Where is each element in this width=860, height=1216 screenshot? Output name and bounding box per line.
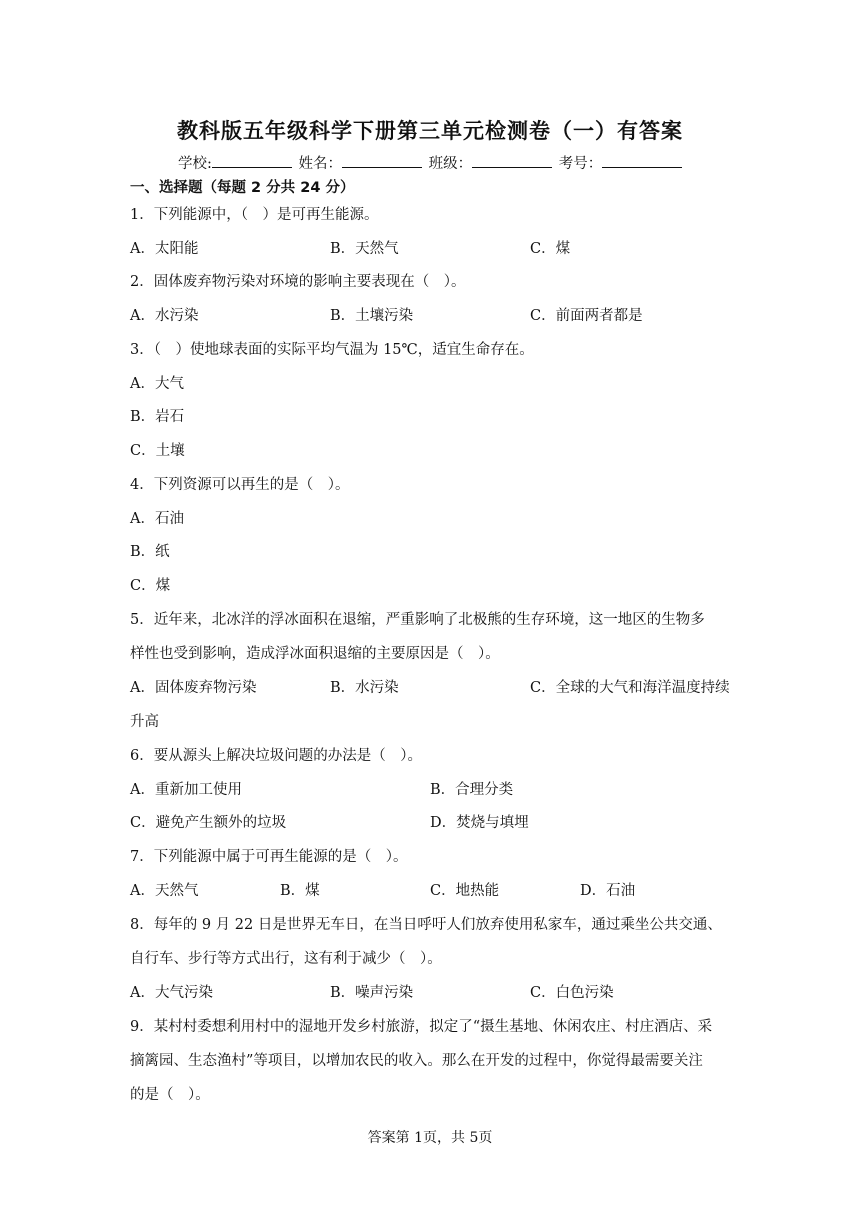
question-4-option-a: A．石油 [130, 511, 184, 527]
name-label: 姓名： [298, 156, 342, 172]
question-3-option-b: B．岩石 [130, 409, 185, 425]
question-6-option-b: B．合理分类 [430, 782, 514, 798]
question-5-option-c-continued: 升高 [130, 714, 159, 730]
question-1-option-a: A．太阳能 [130, 241, 199, 257]
question-9-stem-line-3: 的是（ ）。 [130, 1087, 210, 1103]
class-label: 班级： [428, 156, 473, 172]
class-blank[interactable] [472, 153, 552, 168]
question-7-option-d: D．石油 [580, 883, 636, 899]
question-6-stem: 6．要从源头上解决垃圾问题的办法是（ ）。 [130, 748, 422, 764]
question-6-option-a: A．重新加工使用 [130, 782, 242, 798]
question-1-option-b: B．天然气 [330, 241, 399, 257]
question-2-option-b: B．土壤污染 [330, 308, 414, 324]
school-blank[interactable] [212, 153, 292, 168]
school-label: 学校: [178, 156, 212, 172]
question-4-option-b: B．纸 [130, 544, 170, 560]
question-9-stem-line-2: 摘篱园、生态渔村”等项目，以增加农民的收入。那么在开发的过程中，你觉得最需要关注 [130, 1053, 703, 1069]
question-6-option-d: D．焚烧与填埋 [430, 815, 529, 831]
question-8-option-b: B．噪声污染 [330, 985, 414, 1001]
question-9-stem-line-1: 9．某村村委想利用村中的湿地开发乡村旅游，拟定了“摄生基地、休闲农庄、村庄酒店、采 [130, 1019, 713, 1035]
question-5-stem-line-1: 5．近年来，北冰洋的浮冰面积在退缩，严重影响了北极熊的生存环境，这一地区的生物多 [130, 612, 705, 628]
question-4-option-c: C．煤 [130, 578, 171, 594]
question-3-stem: 3．（ ）使地球表面的实际平均气温为 15℃，适宜生命存在。 [130, 342, 534, 358]
question-5-option-a: A．固体废弃物污染 [130, 680, 257, 696]
question-1-stem: 1．下列能源中，（ ）是可再生能源。 [130, 207, 379, 223]
exam-number-label: 考号： [558, 156, 603, 172]
question-2-option-c: C．前面两者都是 [530, 308, 643, 324]
question-8-stem-line-1: 8．每年的 9 月 22 日是世界无车日，在当日呼吁人们放弃使用私家车，通过乘坐公共交通、 [130, 917, 722, 933]
question-1-option-c: C．煤 [530, 241, 571, 257]
question-3-option-a: A．大气 [130, 376, 184, 392]
question-2-option-a: A．水污染 [130, 308, 199, 324]
question-7-stem: 7．下列能源中属于可再生能源的是（ ）。 [130, 849, 408, 865]
question-7-option-c: C．地热能 [430, 883, 500, 899]
section-heading: 一、选择题（每题 2 分共 24 分） [130, 180, 355, 196]
question-2-stem: 2．固体废弃物污染对环境的影响主要表现在（ ）。 [130, 274, 466, 290]
question-4-stem: 4．下列资源可以再生的是（ ）。 [130, 477, 350, 493]
name-blank[interactable] [342, 153, 422, 168]
student-info-line [178, 152, 684, 173]
question-5-option-b: B．水污染 [330, 680, 399, 696]
page-footer: 答案第 1页，共 5页 [367, 1130, 493, 1146]
question-7-option-b: B．煤 [280, 883, 320, 899]
question-5-stem-line-2: 样性也受到影响，造成浮冰面积退缩的主要原因是（ ）。 [130, 646, 500, 662]
question-5-option-c: C．全球的大气和海洋温度持续 [530, 680, 730, 696]
question-7-option-a: A．天然气 [130, 883, 199, 899]
question-3-option-c: C．土壤 [130, 443, 185, 459]
question-8-stem-line-2: 自行车、步行等方式出行，这有利于减少（ ）。 [130, 951, 442, 967]
page-title: 教科版五年级科学下册第三单元检测卷（一）有答案 [177, 119, 683, 143]
question-8-option-a: A．大气污染 [130, 985, 213, 1001]
question-6-option-c: C．避免产生额外的垃圾 [130, 815, 287, 831]
exam-number-blank[interactable] [602, 153, 682, 168]
question-8-option-c: C．白色污染 [530, 985, 614, 1001]
